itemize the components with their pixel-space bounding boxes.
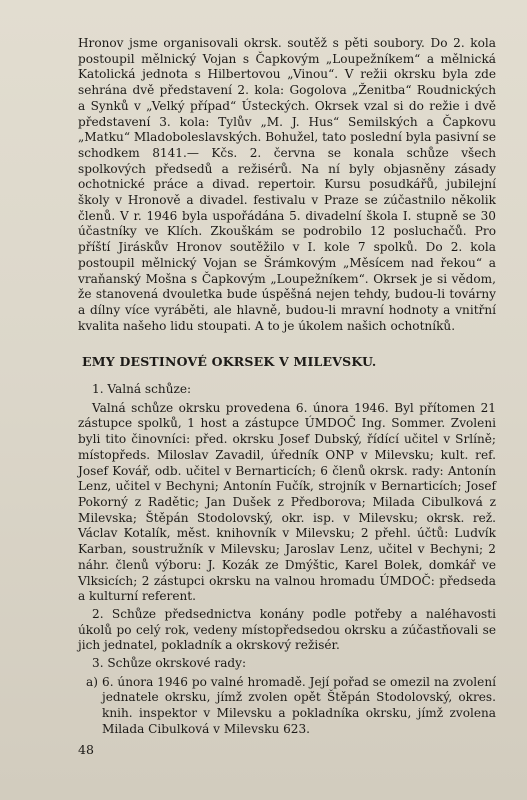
heading-general-meeting: 1. Valná schůze: xyxy=(92,382,192,397)
general-meeting-paragraph: Valná schůze okrsku provedena 6. února 1946. Byl přítomen 21 zástupce spolků, 1 host a zástupce ÚMDOČ Ing. Sommer. Zvoleni byli tito činovníci: před. okrsku Josef Dubský, řídící učitel v Srlíně; místopředs. Miloslav Zavadil, úředník ONP v Milevsku; kult. ref. Josef Kovář, odb. učitel v Bernarticích; 6 členů okrsk. rady: Antonín Lenz, učitel v Bechyni; Antonín Fučík, strojník v Bernarticích; Josef Pokorný z Radětic; Jan Dušek z Předborova; Milada Cibulková z Milevska; Štěpán Stodolovský, okr. isp. v Milevsku; okrsk. rež. Václav Kotalík, měst. knihovník v Milevsku; 2 přehl. účtů: Ludvík Karban, soustružník v Milevsku; Jaroslav Lenz, učitel v Bechyni; 2 náhr. členů výboru: J. Kozák ze Dmýštic, Karel Bolek, domkář ve Vlksicích; 2 zástupci okrsku na valnou hromadu ÚMDOČ: předseda a kulturní referent. xyxy=(78,400,496,604)
page-content xyxy=(78,36,496,738)
heading-council-meetings: 3. Schůze okrskové rady: xyxy=(92,656,247,671)
intro-paragraph: Hronov jsme organisovali okrsk. soutěž s pěti soubory. Do 2. kola postoupil mělnický Vojan s Čapkovým „Loupežníkem“ a mělnická Katolická jednota s Hilbertovou „Vinou“. V režii okrsku byla zde sehrána dvě představení 2. kola: Gogolova „Ženitba“ Roudnických a Synků v „Velký případ“ Ústeckých. Okrsek vzal si do režie i dvě představení 3. kola: Tylův „M. J. Hus“ Semilských a Čapkovu „Matku“ Mladoboleslavských. Bohužel, tato poslední byla pasivní se schodkem 8141.— Kčs. 2. června se konala schůze všech spolkových předsedů a režisérů. Na ní byly objasněny zásady ochotnické práce a divad. repertoir. Kursu posudkářů, jubilejní školy v Hronově a divadel. festivalu v Praze se zúčastnilo několik členů. V r. 1946 byla uspořádána 5. divadelní škola I. stupně se 30 účastníky ve Klích. Zkouškám se podrobilo 12 posluchačů. Pro příští Jiráskův Hronov soutěžilo v I. kole 7 spolků. Do 2. kola postoupil mělnický Vojan se Šrámkovým „Měsícem nad řekou“ a vraňanský Mošna s Čapkovým „Loupežníkem“. Okrsek je si vědom, že stanovená dvouletka bude úspěšná nejen tehdy, budou-li továrny a dílny více vyráběti, ale hlavně, budou-li mravní hodnoty a vnitřní kvalita našeho lidu stoupati. A to je úkolem našich ochotníků. xyxy=(78,36,496,333)
list-item xyxy=(78,675,496,738)
list-marker: a) xyxy=(86,674,98,689)
presidium-meetings-paragraph: 2. Schůze předsednictva konány podle potřeby a naléhavosti úkolů po celý rok, vedeny místopředsedou okrsku a zúčastňovali se jich jednatel, pokladník a okrskový režisér. xyxy=(78,606,496,653)
section-title: EMY DESTINOVÉ OKRSEK V MILEVSKU. xyxy=(82,354,377,370)
list-item-text: 6. února 1946 po valné hromadě. Její pořad se omezil na zvolení jednatele okrsku, jímž zvolen opět Štěpán Stodolovský, okres. knih. inspektor v Milevsku a pokladníka okrsku, jímž zvolena Milada Cibulková v Milevsku 623. xyxy=(102,674,496,736)
page-number: 48 xyxy=(78,742,94,757)
intro-paragraph-block xyxy=(78,36,496,334)
